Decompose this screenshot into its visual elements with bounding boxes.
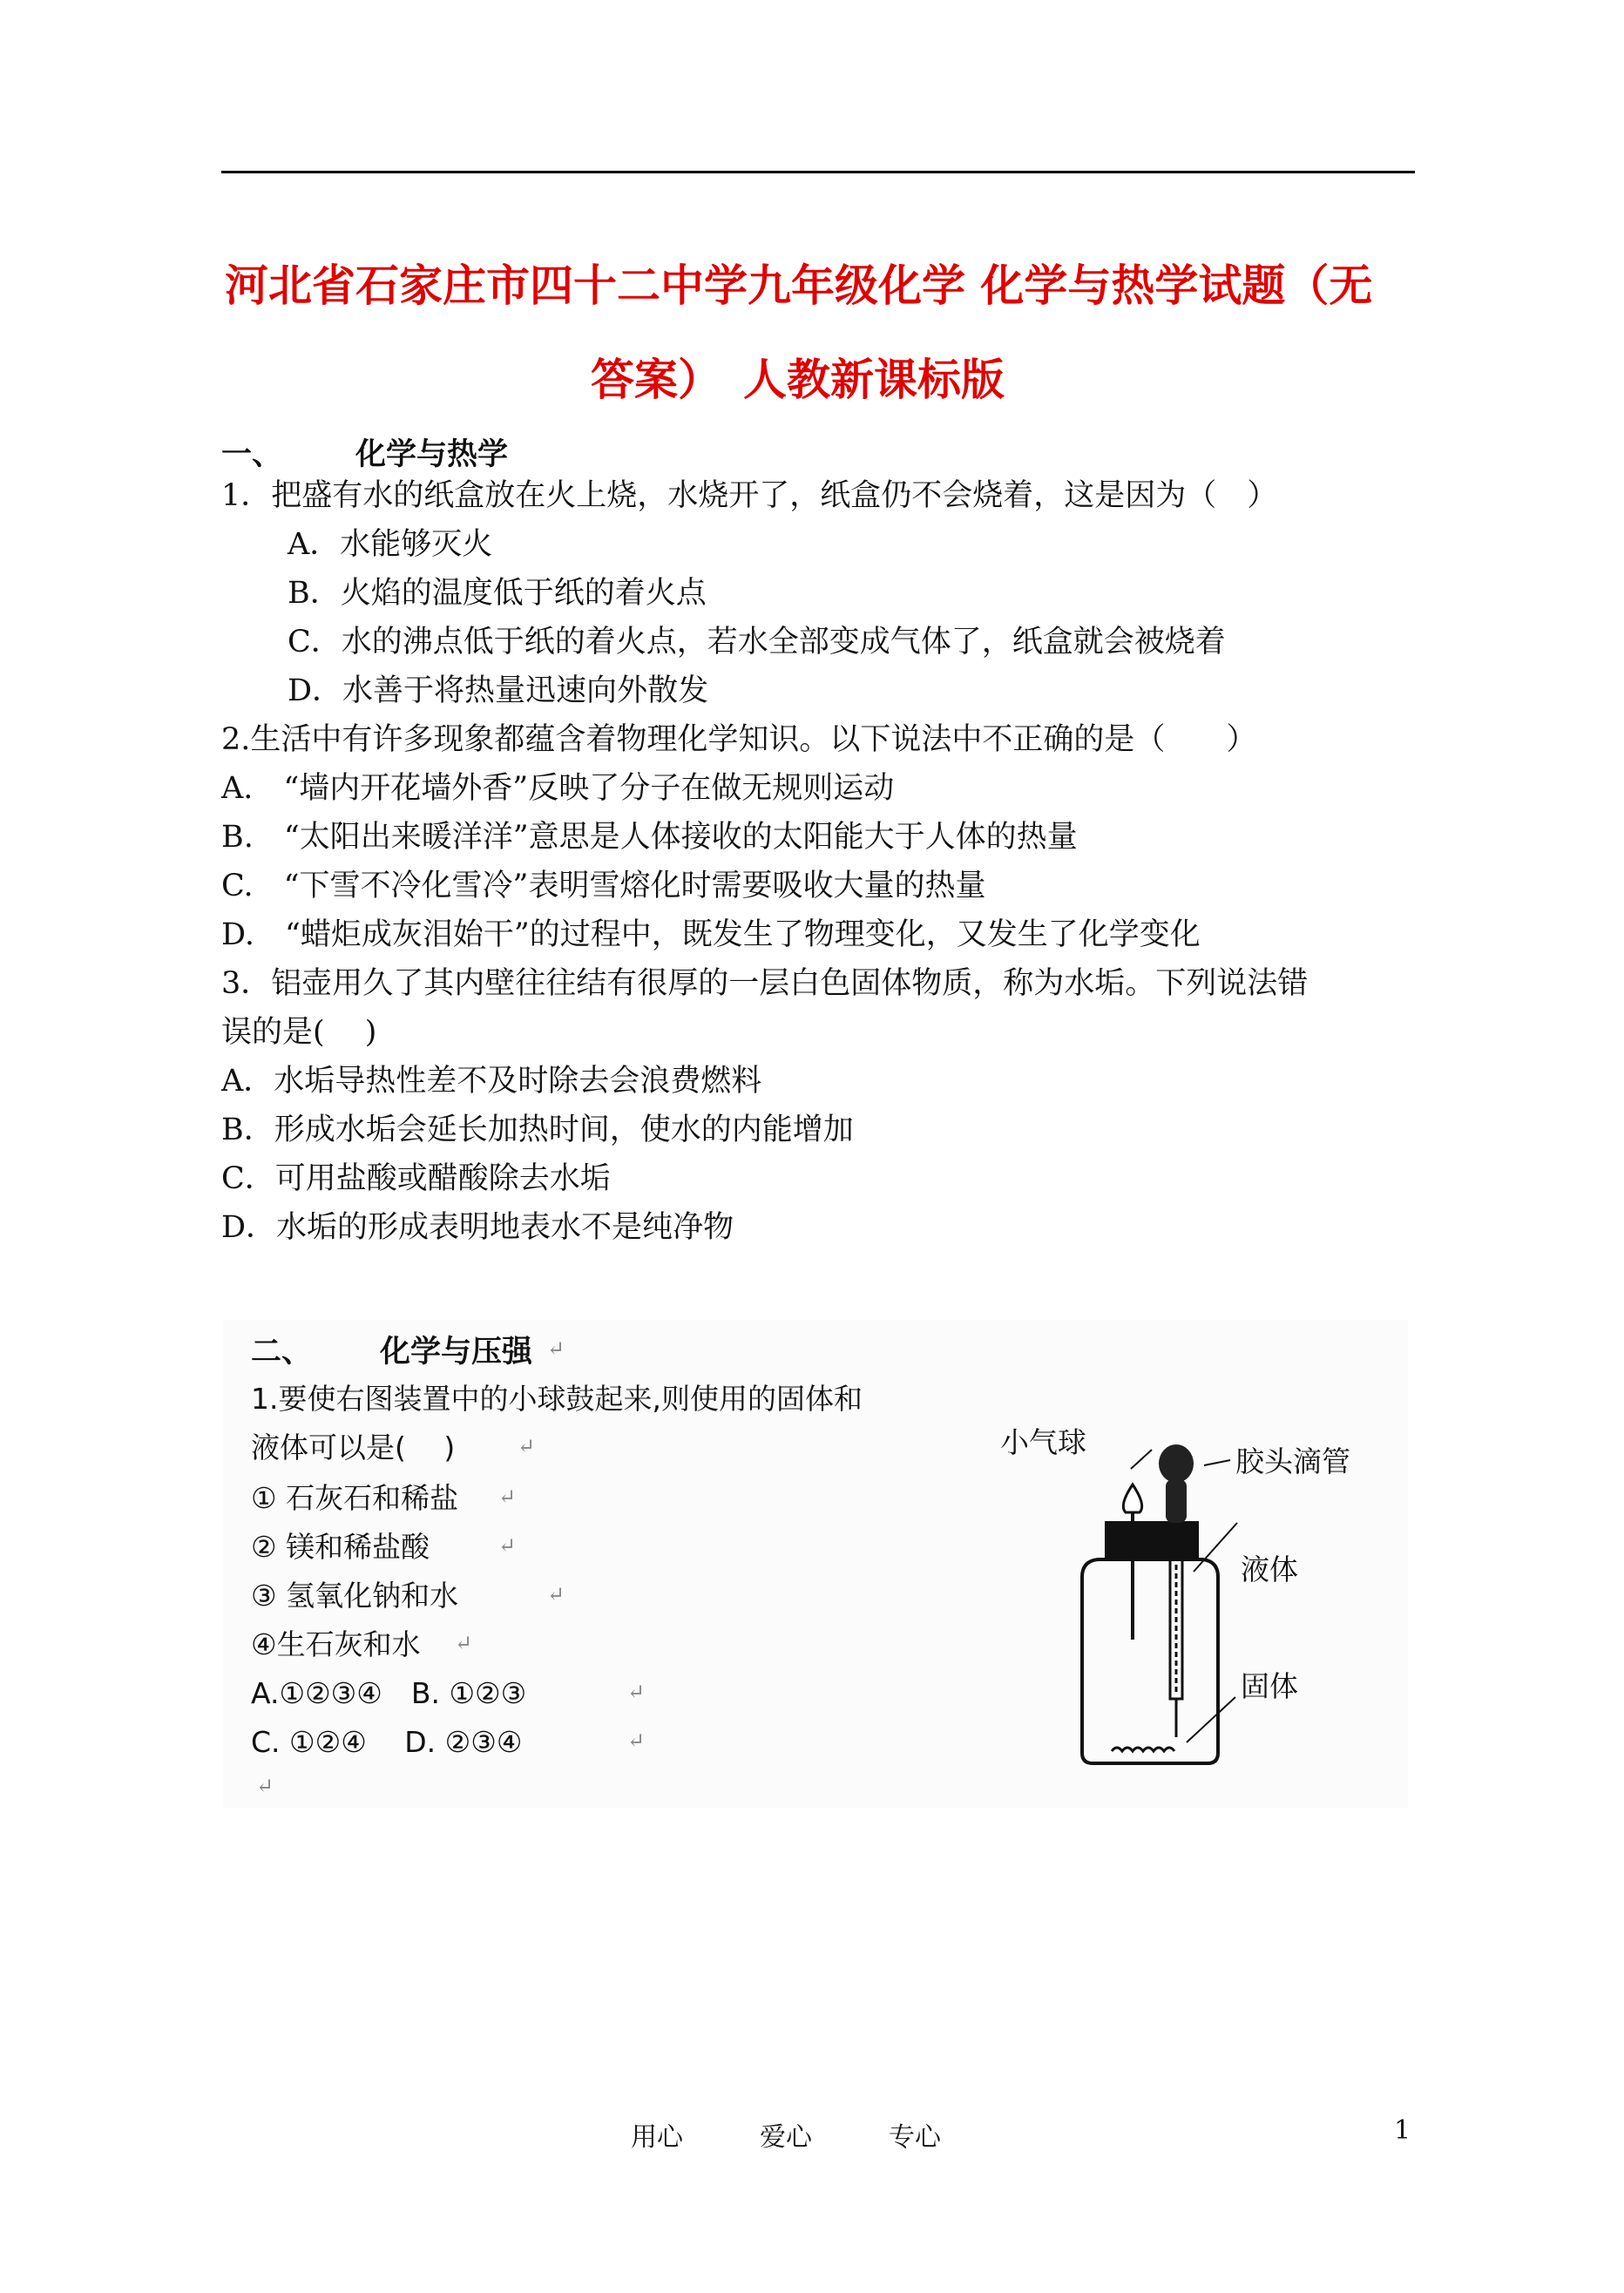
- q1-option-c: C．水的沸点低于纸的着火点，若水全部变成气体了，纸盒就会被烧着: [288, 625, 1226, 659]
- q2-option-d: D. “蜡炬成灰泪始干”的过程中，既发生了物理变化，又发生了化学变化: [221, 917, 1201, 952]
- return-mark: ↵: [627, 1728, 646, 1753]
- bottle-stopper: [1105, 1521, 1199, 1561]
- footer-item-2: 爱心: [760, 2122, 812, 2153]
- q3-option-d: D．水垢的形成表明地表水不是纯净物: [221, 1210, 734, 1245]
- label-liquid: 液体: [1241, 1552, 1298, 1586]
- title-line-1: 河北省石家庄市四十二中学九年级化学 化学与热学试题（无: [225, 260, 1373, 311]
- page-number: 1: [1394, 2115, 1411, 2146]
- q3-stem-line-2: 误的是( ): [221, 1015, 377, 1050]
- s2-item-1: ① 石灰石和稀盐: [251, 1481, 459, 1515]
- footer-item-3: 专心: [889, 2122, 941, 2153]
- return-mark: ↵: [518, 1434, 536, 1458]
- return-mark: ↵: [256, 1774, 274, 1798]
- s2-item-2: ② 镁和稀盐酸: [251, 1530, 430, 1564]
- s2-choices-row-2: C. ①②④ D. ②③④: [251, 1725, 523, 1759]
- s2-q1-stem-line-1: 1.要使右图装置中的小球鼓起来,则使用的固体和: [251, 1382, 863, 1416]
- label-dropper: 胶头滴管: [1235, 1444, 1350, 1478]
- q3-stem-line-1: 3．铝壶用久了其内壁往往结有很厚的一层白色固体物质，称为水垢。下列说法错: [221, 966, 1309, 1001]
- q1-option-a: A．水能够灭火: [288, 527, 493, 562]
- dropper-bulb: [1159, 1444, 1194, 1483]
- return-mark: ↵: [498, 1533, 517, 1558]
- return-mark: ↵: [455, 1631, 473, 1655]
- q3-option-a: A．水垢导热性差不及时除去会浪费燃料: [221, 1064, 762, 1099]
- q2-stem: 2.生活中有许多现象都蕴含着物理化学知识。以下说法中不正确的是（ ）: [221, 722, 1257, 757]
- section2-number: 二、: [251, 1335, 313, 1370]
- q2-option-c: C. “下雪不冷化雪冷”表明雪熔化时需要吸收大量的热量: [221, 869, 986, 903]
- s2-item-4: ④生石灰和水: [251, 1627, 421, 1661]
- return-mark: ↵: [547, 1336, 565, 1361]
- q3-option-b: B．形成水垢会延长加热时间，使水的内能增加: [221, 1113, 854, 1147]
- solid-material: [1112, 1748, 1174, 1751]
- footer-item-1: 用心: [631, 2122, 683, 2153]
- q2-option-a: A. “墙内开花墙外香”反映了分子在做无规则运动: [221, 771, 895, 806]
- return-mark: ↵: [547, 1582, 565, 1606]
- section2-heading: 化学与压强: [380, 1335, 533, 1370]
- return-mark: ↵: [498, 1485, 517, 1509]
- label-solid: 固体: [1241, 1669, 1298, 1703]
- s2-item-3: ③ 氢氧化钠和水: [251, 1579, 459, 1613]
- small-balloon: [1123, 1485, 1141, 1512]
- q2-option-b: B. “太阳出来暖洋洋”意思是人体接收的太阳能大于人体的热量: [221, 820, 1078, 855]
- return-mark: ↵: [627, 1680, 646, 1704]
- section1-number: 一、: [221, 437, 283, 472]
- title-line-2: 答案） 人教新课标版: [591, 355, 1005, 405]
- s2-q1-stem-line-2: 液体可以是( ): [251, 1431, 456, 1464]
- s2-choices-row-1: A.①②③④ B. ①②③: [251, 1676, 527, 1710]
- header-rule: [221, 171, 1415, 173]
- label-balloon: 小气球: [1000, 1425, 1086, 1459]
- q3-option-c: C．可用盐酸或醋酸除去水垢: [221, 1161, 611, 1196]
- dropper-neck: [1166, 1479, 1187, 1523]
- q1-stem: 1．把盛有水的纸盒放在火上烧，水烧开了，纸盒仍不会烧着，这是因为（ ）: [221, 478, 1278, 513]
- q1-option-d: D．水善于将热量迅速向外散发: [288, 673, 709, 708]
- section1-heading: 化学与热学: [355, 437, 509, 472]
- q1-option-b: B．火焰的温度低于纸的着火点: [288, 576, 707, 611]
